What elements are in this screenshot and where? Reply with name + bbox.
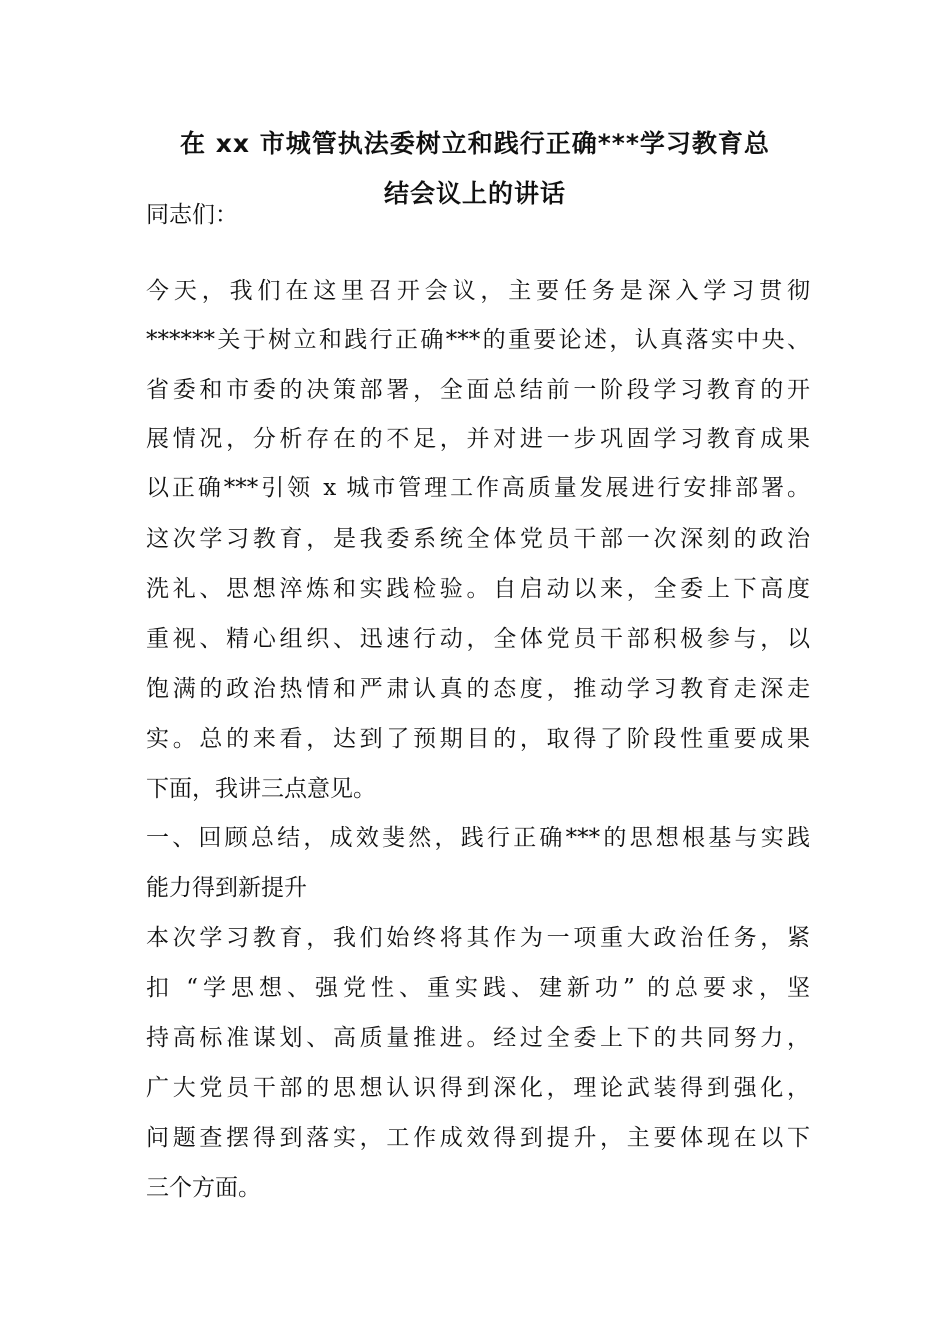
section-heading-line: 能力得到新提升 — [146, 875, 307, 901]
body-line: 省委和市委的决策部署，全面总结前一阶段学习教育的开 — [146, 377, 810, 403]
body-line: 本次学习教育，我们始终将其作为一项重大政治任务，紧 — [146, 925, 810, 951]
body-line: 广大党员干部的思想认识得到深化，理论武装得到强化， — [146, 1075, 810, 1101]
body-line: 问题查摆得到落实，工作成效得到提升，主要体现在以下 — [146, 1125, 810, 1151]
body-line: 饱满的政治热情和严肃认真的态度，推动学习教育走深走 — [146, 676, 810, 702]
section-heading-line: 一、回顾总结，成效斐然，践行正确***的思想根基与实践 — [146, 825, 810, 851]
body-line: 展情况，分析存在的不足，并对进一步巩固学习教育成果 — [146, 426, 810, 452]
document-title-line-1: 在 xx 市城管执法委树立和践行正确***学习教育总 — [180, 129, 770, 158]
body-line: 今天，我们在这里召开会议，主要任务是深入学习贯彻 — [146, 278, 810, 304]
body-line: 实。总的来看，达到了预期目的，取得了阶段性重要成果 — [146, 726, 810, 752]
body-line: 下面，我讲三点意见。 — [146, 776, 376, 802]
body-line: 三个方面。 — [146, 1175, 261, 1201]
body-line: 洗礼、思想淬炼和实践检验。自启动以来，全委上下高度 — [146, 576, 810, 602]
body-line: 这次学习教育，是我委系统全体党员干部一次深刻的政治 — [146, 526, 810, 552]
salutation: 同志们： — [146, 202, 238, 228]
body-line: 持高标准谋划、高质量推进。经过全委上下的共同努力， — [146, 1025, 810, 1051]
body-line: 以正确***引领 x 城市管理工作高质量发展进行安排部署。 — [146, 475, 810, 501]
document-title-line-2: 结会议上的讲话 — [383, 179, 566, 208]
body-line: 重视、精心组织、迅速行动，全体党员干部积极参与，以 — [146, 626, 810, 652]
body-line: ******关于树立和践行正确***的重要论述，认真落实中央、 — [146, 327, 810, 353]
body-line: 扣 “学思想、强党性、重实践、建新功” 的总要求，坚 — [146, 975, 810, 1001]
